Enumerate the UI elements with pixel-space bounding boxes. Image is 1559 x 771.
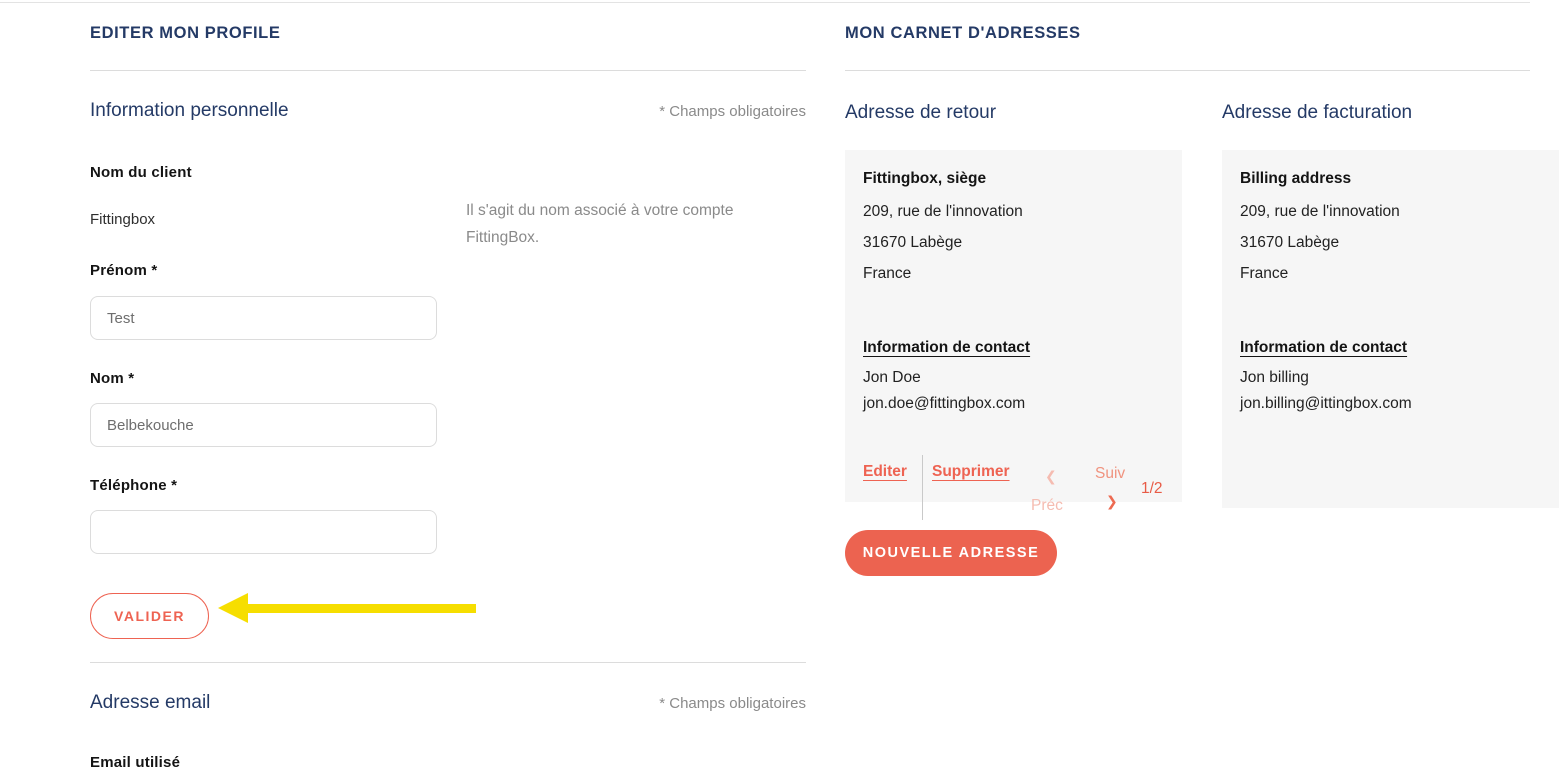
- phone-input[interactable]: [90, 510, 437, 554]
- chevron-left-icon[interactable]: ❮: [1045, 468, 1057, 484]
- submit-profile-button[interactable]: VALIDER: [90, 593, 209, 639]
- contact-email: jon.doe@fittingbox.com: [863, 395, 1026, 412]
- email-used-label: Email utilisé: [90, 754, 181, 771]
- contact-info-heading: Information de contact: [1240, 339, 1408, 356]
- address-line-city: 31670 Labège: [1240, 234, 1340, 251]
- first-name-label: Prénom *: [90, 262, 158, 279]
- billing-address-heading: Adresse de facturation: [1222, 102, 1413, 123]
- next-page-button[interactable]: Suiv: [1095, 465, 1126, 482]
- last-name-input[interactable]: [90, 403, 437, 447]
- address-line-street: 209, rue de l'innovation: [863, 203, 1023, 220]
- chevron-right-icon[interactable]: ❯: [1106, 493, 1118, 509]
- return-address-heading: Adresse de retour: [845, 102, 997, 123]
- client-name-help-text: Il s'agit du nom associé à votre compte FittingBox.: [466, 202, 734, 246]
- email-required-note: * Champs obligatoires: [659, 695, 806, 712]
- contact-name: Jon Doe: [863, 369, 921, 386]
- edit-profile-title: EDITER MON PROFILE: [90, 24, 281, 42]
- contact-info-heading: Information de contact: [863, 339, 1031, 356]
- delete-address-link[interactable]: Supprimer: [932, 463, 1010, 480]
- profile-divider: [90, 70, 806, 71]
- address-name: Fittingbox, siège: [863, 170, 987, 187]
- actions-divider: [922, 455, 923, 520]
- client-name-value: Fittingbox: [90, 211, 156, 228]
- contact-name: Jon billing: [1240, 369, 1309, 386]
- phone-label: Téléphone *: [90, 477, 178, 494]
- page-indicator: 1/2: [1141, 480, 1163, 497]
- edit-address-link[interactable]: Editer: [863, 463, 907, 480]
- address-line-country: France: [863, 265, 912, 282]
- email-section-divider: [90, 662, 806, 663]
- new-address-button[interactable]: NOUVELLE ADRESSE: [845, 530, 1057, 576]
- prev-page-button[interactable]: Préc: [1031, 497, 1063, 514]
- address-line-city: 31670 Labège: [863, 234, 963, 251]
- address-line-country: France: [1240, 265, 1289, 282]
- personal-info-heading: Information personnelle: [90, 100, 289, 121]
- billing-address-card: [1222, 150, 1559, 508]
- required-fields-note: * Champs obligatoires: [659, 103, 806, 120]
- address-book-title: MON CARNET D'ADRESSES: [845, 24, 1081, 42]
- client-name-label: Nom du client: [90, 164, 192, 181]
- contact-email: jon.billing@ittingbox.com: [1240, 395, 1412, 412]
- return-address-card: [845, 150, 1182, 514]
- address-line-street: 209, rue de l'innovation: [1240, 203, 1400, 220]
- address-book-divider: [845, 70, 1530, 71]
- last-name-label: Nom *: [90, 370, 135, 387]
- address-name: Billing address: [1240, 170, 1352, 187]
- top-divider: [0, 2, 1530, 3]
- email-section-heading: Adresse email: [90, 692, 211, 713]
- first-name-input[interactable]: [90, 296, 437, 340]
